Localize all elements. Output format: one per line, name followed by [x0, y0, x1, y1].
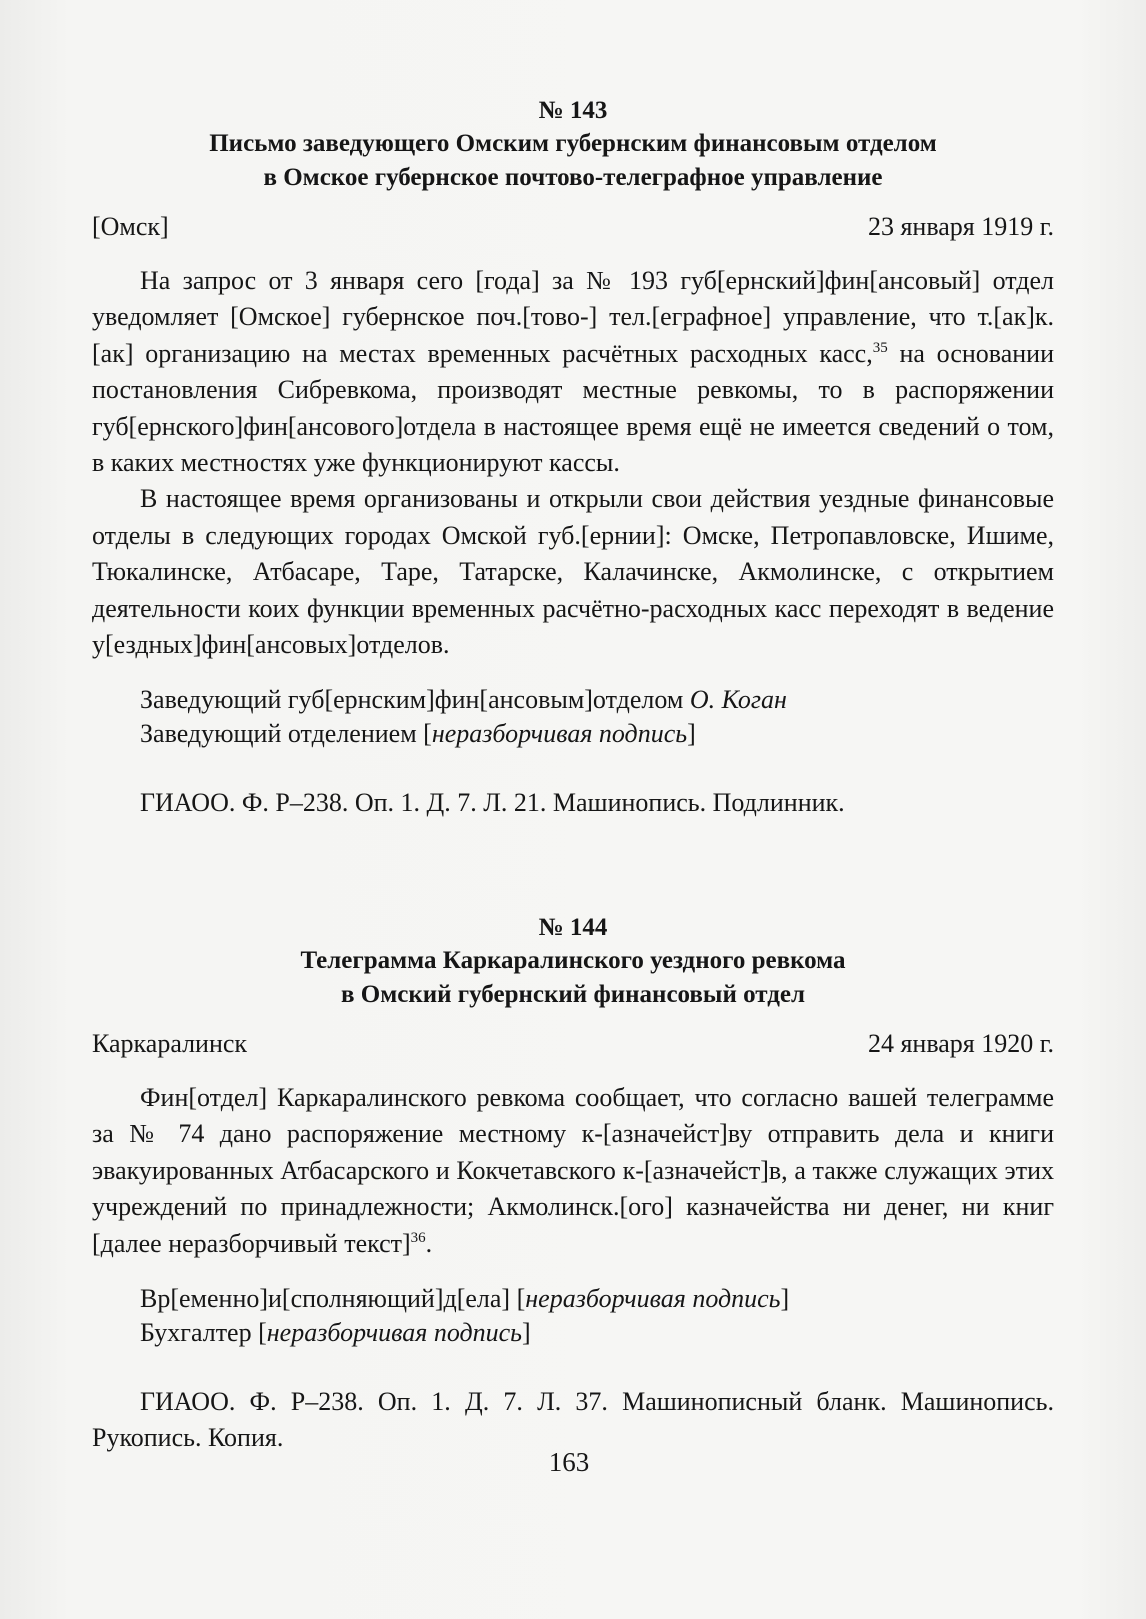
signatory-role: Заведующий отделением [ — [140, 719, 432, 749]
paragraph-text: Фин[отдел] Каркаралинского ревкома сообщает, что согласно вашей телеграмме за № 74 дано распоряжение местному к-[азначейст]ву отправить дела и книги эвакуированных Атбасарского и Кокчетавского к-[азначейст]в, а также служащих этих учреждений по принадлежности; Акмолинск.[ого] казначейства ни денег, ни книг [далее неразборчивый текст] — [92, 1083, 1054, 1258]
body-paragraph — [92, 1080, 1054, 1262]
body-paragraph: В настоящее время организованы и открыли свои действия уездные финансовые отделы в следующих городах Омской губ.[ернии]: Омске, Петропавловске, Ишиме, Тюкалинске, Атбасаре, Таре, Татарске, Калачинске, Акмолинске, с открытием деятельности коих функции временных расчётно-расходных касс переходят в ведение у[ездных]фин[ансовых]отделов. — [92, 484, 1054, 660]
document-144 — [92, 912, 1054, 1482]
document-title-line: Письмо заведующего Омским губернским финансовым отделом — [209, 130, 937, 157]
document-143 — [92, 95, 1054, 847]
signatory-role: Заведующий губ[ернским]фин[ансовым]отделом — [140, 685, 690, 715]
bracket: ] — [780, 1284, 790, 1314]
signature-line — [140, 1282, 1054, 1316]
signatory-role: Бухгалтер [ — [140, 1318, 267, 1348]
signature-block — [92, 1282, 1054, 1350]
place-date-line — [92, 1027, 1054, 1061]
bracket: ] — [522, 1318, 531, 1348]
document-title-line: в Омское губернское почтово-телеграфное управление — [263, 164, 883, 191]
document-title-line: Телеграмма Каркаралинского уездного ревкома — [300, 947, 846, 974]
signature-block — [92, 683, 1054, 751]
paragraph-text: . — [425, 1228, 433, 1258]
signatory-name: неразборчивая подпись — [266, 1318, 523, 1348]
page-number: 163 — [548, 1447, 590, 1477]
paragraph-text: на основании постановления Сибревкома, производят местные ревкомы, то в распоряжении губ[ернского]фин[ансового]отдела в настоящее время ещё не имеется сведений о том, в каких местностях уже функционируют кассы. — [92, 338, 1054, 478]
paragraph-text: На запрос от 3 января сего [года] за № 193 губ[ернский]фин[ансовый] отдел уведомляет [Омское] губернское поч.[тово-] тел.[еграфное] управление, что т.[ак]к.[ак] организацию на местах временных расчётных расходных касс, — [92, 266, 1054, 368]
bracket: ] — [687, 719, 696, 749]
signatory-name: неразборчивая подпись — [525, 1284, 781, 1314]
place-date-line — [92, 210, 1054, 244]
signatory-role: Вр[еменно]и[сполняющий]д[ела] [ — [140, 1284, 526, 1314]
document-title-line: в Омский губернский финансовый отдел — [341, 981, 805, 1008]
document-date: 24 января 1920 г. — [867, 1029, 1054, 1058]
document-number: № 144 — [538, 914, 608, 941]
document-title — [92, 944, 1054, 1012]
footnote-ref[interactable]: 35 — [872, 339, 888, 356]
signature-line — [140, 1316, 1054, 1350]
document-place: [Омск] — [92, 212, 169, 241]
document-date: 23 января 1919 г. — [867, 212, 1054, 241]
signatory-name: О. Коган — [689, 685, 787, 715]
document-place: Каркаралинск — [92, 1029, 248, 1058]
archive-source: ГИАОО. Ф. Р–238. Оп. 1. Д. 7. Л. 37. Машинописный бланк. Машинопись. Рукопись. Копия. — [92, 1387, 1054, 1453]
signature-line — [140, 683, 1054, 717]
document-number: № 143 — [538, 97, 608, 124]
signatory-name: неразборчивая подпись — [431, 719, 688, 749]
signature-line — [140, 717, 1054, 751]
archive-source: ГИАОО. Ф. Р–238. Оп. 1. Д. 7. Л. 21. Машинопись. Подлинник. — [140, 788, 845, 818]
body-paragraph — [92, 263, 1054, 481]
document-title — [92, 127, 1054, 195]
footnote-ref[interactable]: 36 — [410, 1229, 426, 1246]
